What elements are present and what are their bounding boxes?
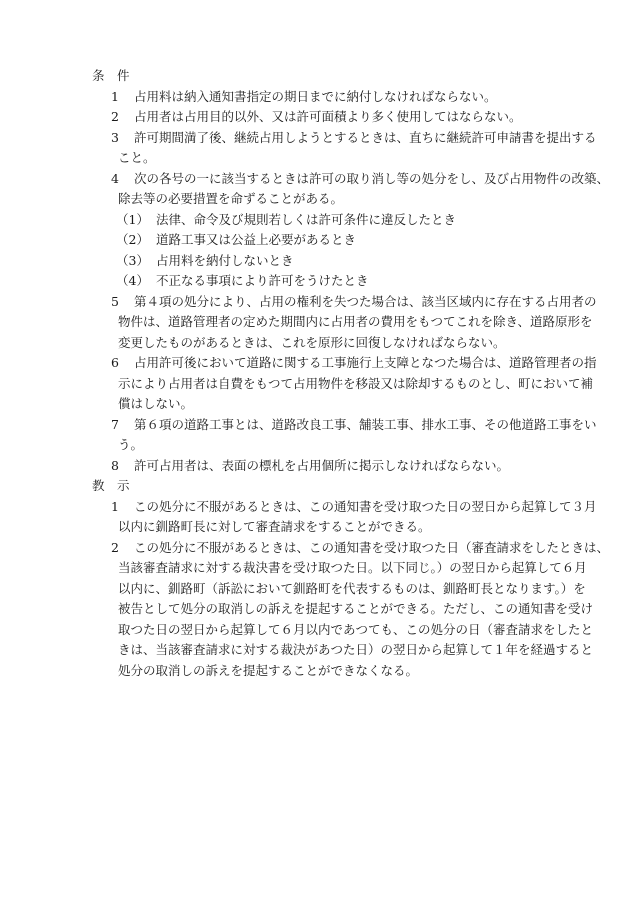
instruction-item-number: 2 [111, 539, 119, 555]
condition-item-text: 第６項の道路工事とは、道路改良工事、舗装工事、排水工事、その他道路工事をい [134, 416, 597, 432]
condition-item-number: 6 [111, 355, 119, 370]
condition-item-number: 7 [111, 416, 119, 432]
condition-item-text: 物件は、道路管理者の定めた期間内に占用者の費用をもつてこれを除き、道路原形を [118, 314, 593, 329]
condition-item-number: 4 [111, 170, 119, 186]
condition-item-text: う。 [118, 437, 144, 452]
condition-heading: 条 件 [92, 68, 130, 83]
condition-item-text: 占用許可後において道路に関する工事施行上支障となつた場合は、道路管理者の指 [134, 355, 597, 370]
condition-item-text: 変更したものがあるときは、これを原形に回復しなければならない。 [118, 334, 506, 350]
instruction-heading: 教 示 [92, 478, 130, 493]
condition-item-text: 占用料は納入通知書指定の期日までに納付しなければならない。 [134, 88, 497, 104]
subitem-text: 占用料を納付しないとき [156, 252, 294, 268]
condition-item-text: こと。 [118, 150, 156, 165]
condition-item-number: 1 [111, 88, 119, 104]
condition-item-text: 除去等の必要措置を命ずることがある。 [118, 191, 344, 206]
subitem-number: （1） [116, 211, 149, 227]
instruction-item-number: 1 [111, 498, 119, 514]
instruction-item-text: 取つた日の翌日から起算して６月以内であつても、この処分の日（審査請求をしたと [118, 621, 594, 637]
subitem-number: （2） [116, 232, 149, 247]
subitem-text: 法律、命令及び規則若しくは許可条件に違反したとき [156, 211, 457, 227]
subitem-text: 不正なる事項により許可をうけたとき [156, 273, 369, 288]
condition-item-text: 示により占用者は自費をもつて占用物件を移設又は除却するものとし、町において補 [118, 375, 594, 391]
instruction-item-text: この処分に不服があるときは、この通知書を受け取つた日の翌日から起算して３月 [134, 498, 597, 514]
condition-item-text: 第４項の処分により、占用の権利を失つた場合は、該当区域内に存在する占用者の [134, 293, 597, 309]
instruction-item-text: 以内に釧路町長に対して審査請求をすることができる。 [118, 519, 431, 534]
condition-item-text: 次の各号の一に該当するときは許可の取り消し等の処分をし、及び占用物件の改築、 [134, 170, 610, 186]
condition-item-number: 3 [111, 129, 119, 145]
instruction-item-text: 処分の取消しの訴えを提起することができなくなる。 [118, 662, 419, 678]
subitem-number: （4） [116, 273, 149, 288]
instruction-item-text: 当該審査請求に対する裁決書を受け取つた日。以下同じ。）の翌日から起算して６月 [118, 560, 587, 575]
condition-item-number: 8 [111, 457, 119, 473]
instruction-item-text: 被告として処分の取消しの訴えを提起することができる。ただし、この通知書を受け [118, 601, 594, 616]
instruction-item-text: この処分に不服があるときは、この通知書を受け取つた日（審査請求をしたときは、 [134, 539, 610, 555]
condition-item-text: 占用者は占用目的以外、又は許可面積より多く使用してはならない。 [134, 109, 522, 124]
instruction-item-text: 以内に、釧路町（訴訟において釧路町を代表するものは、釧路町長となります。）を [118, 580, 586, 596]
condition-item-number: 5 [111, 293, 119, 309]
condition-item-number: 2 [111, 109, 119, 124]
condition-item-text: 許可期間満了後、継続占用しようとするときは、直ちに継続許可申請書を提出する [134, 129, 597, 145]
condition-item-text: 償はしない。 [118, 396, 194, 411]
condition-item-text: 許可占用者は、表面の標札を占用個所に掲示しなければならない。 [134, 457, 510, 473]
instruction-item-text: きは、当該審査請求に対する裁決があつた日）の翌日から起算して１年を経過すると [118, 642, 594, 657]
subitem-number: （3） [116, 252, 149, 268]
subitem-text: 道路工事又は公益上必要があるとき [156, 232, 357, 247]
